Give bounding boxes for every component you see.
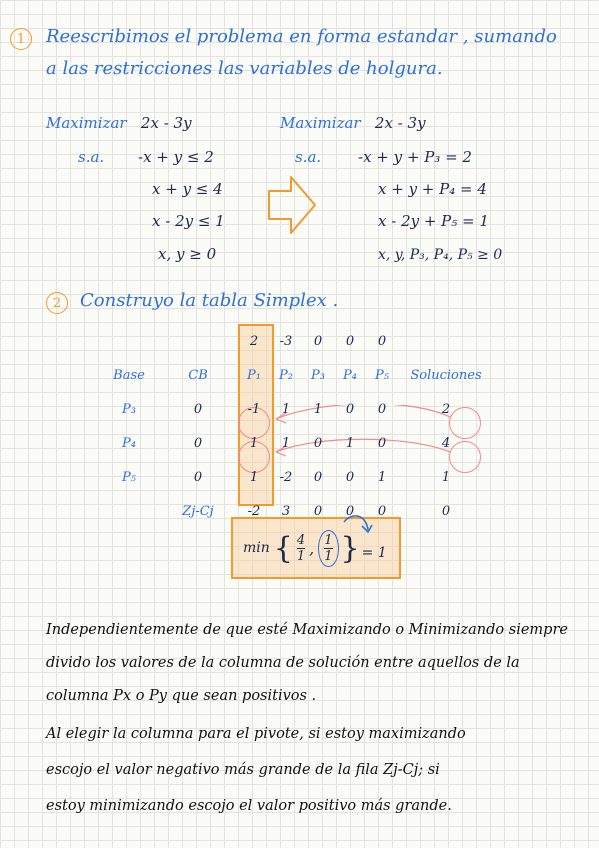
cell: 0 bbox=[313, 469, 323, 485]
zj-cell: 3 bbox=[281, 503, 291, 519]
right-constraint-2: x + y + P₄ = 4 bbox=[378, 180, 487, 198]
row-solution: 2 bbox=[441, 401, 451, 417]
simplex-table bbox=[100, 324, 494, 528]
row-cb: 0 bbox=[193, 469, 203, 485]
right-arrow-icon bbox=[265, 173, 319, 237]
header-p5: P₅ bbox=[375, 367, 389, 383]
row-cb: 0 bbox=[193, 435, 203, 451]
step-1-line-1: Reescribimos el problema en forma estandar , sumando bbox=[46, 26, 557, 47]
zj-label: Zj-Cj bbox=[182, 503, 214, 519]
objective-coefs-row bbox=[100, 324, 494, 358]
header-p4: P₄ bbox=[343, 367, 357, 383]
right-constraint-4: x, y, P₃, P₄, P₅ ≥ 0 bbox=[378, 247, 503, 263]
cell: 0 bbox=[377, 401, 387, 417]
zj-solution: 0 bbox=[441, 503, 451, 519]
row-solution: 1 bbox=[441, 469, 451, 485]
note-line-1: Independientemente de que esté Maximizando o Minimizando siempre bbox=[46, 622, 568, 638]
step-1-marker: 1 bbox=[10, 28, 32, 50]
cell: 1 bbox=[249, 469, 259, 485]
header-p2: P₂ bbox=[279, 367, 293, 383]
zj-cell: 0 bbox=[345, 503, 355, 519]
step-1-line-2: a las restricciones las variables de holgura. bbox=[46, 58, 443, 79]
coef-cell: -3 bbox=[279, 333, 293, 349]
header-p1: P₁ bbox=[247, 367, 261, 383]
zj-cell: 0 bbox=[313, 503, 323, 519]
table-row bbox=[100, 426, 494, 460]
left-constraint-1: -x + y ≤ 2 bbox=[138, 148, 214, 166]
row-solution: 4 bbox=[441, 435, 451, 451]
min-result: = 1 bbox=[361, 545, 387, 561]
zj-cell: 0 bbox=[377, 503, 387, 519]
coef-cell: 0 bbox=[345, 333, 355, 349]
cell: 1 bbox=[345, 435, 355, 451]
row-base: P₅ bbox=[122, 469, 136, 485]
row-base: P₃ bbox=[122, 401, 136, 417]
coef-cell: 0 bbox=[377, 333, 387, 349]
cell: 0 bbox=[345, 401, 355, 417]
step-2-text: Construyo la tabla Simplex . bbox=[80, 290, 339, 311]
header-p3: P₃ bbox=[311, 367, 325, 383]
cell: 0 bbox=[313, 435, 323, 451]
left-brace: { bbox=[273, 530, 293, 566]
note-line-4: Al elegir la columna para el pivote, si estoy maximizando bbox=[46, 726, 466, 742]
cell: 0 bbox=[345, 469, 355, 485]
note-line-6: estoy minimizando escojo el valor positivo más grande. bbox=[46, 798, 452, 814]
zj-cell: -2 bbox=[247, 503, 261, 519]
header-base: Base bbox=[113, 367, 145, 383]
left-constraint-3: x - 2y ≤ 1 bbox=[152, 212, 225, 230]
step-2-marker: 2 bbox=[46, 292, 68, 314]
table-row bbox=[100, 392, 494, 426]
cell: 1 bbox=[281, 401, 291, 417]
comma: , bbox=[309, 538, 315, 558]
left-st-label: s.a. bbox=[78, 148, 105, 166]
fraction-1: $\frac{4}{1}$ bbox=[296, 532, 306, 564]
cell: -1 bbox=[247, 401, 261, 417]
header-cb: CB bbox=[188, 367, 208, 383]
right-objective: Maximizar 2x - 3y bbox=[280, 114, 426, 132]
right-st-label: s.a. bbox=[295, 148, 322, 166]
min-label: min bbox=[243, 540, 270, 556]
note-line-2: divido los valores de la columna de solución entre aquellos de la bbox=[46, 655, 520, 671]
left-constraint-4: x, y ≥ 0 bbox=[158, 245, 217, 263]
right-constraint-3: x - 2y + P₅ = 1 bbox=[378, 212, 489, 230]
table-row bbox=[100, 460, 494, 494]
cell: 1 bbox=[313, 401, 323, 417]
left-objective: Maximizar 2x - 3y bbox=[46, 114, 192, 132]
cell: 1 bbox=[377, 469, 387, 485]
right-brace: } bbox=[340, 530, 360, 566]
fraction-2-circled: $\frac{1}{1}$ bbox=[318, 530, 338, 567]
left-constraint-2: x + y ≤ 4 bbox=[152, 180, 223, 198]
right-constraint-1: -x + y + P₃ = 2 bbox=[358, 148, 472, 166]
header-row bbox=[100, 358, 494, 392]
note-line-5: escojo el valor negativo más grande de la fila Zj-Cj; si bbox=[46, 762, 440, 778]
min-ratio-box bbox=[231, 517, 401, 579]
curved-arrow-icon bbox=[340, 512, 374, 542]
header-solutions: Soluciones bbox=[410, 367, 482, 383]
cell: 1 bbox=[249, 435, 259, 451]
cell: -2 bbox=[279, 469, 293, 485]
coef-cell: 0 bbox=[313, 333, 323, 349]
row-base: P₄ bbox=[122, 435, 136, 451]
coef-cell: 2 bbox=[249, 333, 259, 349]
note-line-3: columna Px o Py que sean positivos . bbox=[46, 688, 317, 704]
row-cb: 0 bbox=[193, 401, 203, 417]
cell: 0 bbox=[377, 435, 387, 451]
cell: 1 bbox=[281, 435, 291, 451]
